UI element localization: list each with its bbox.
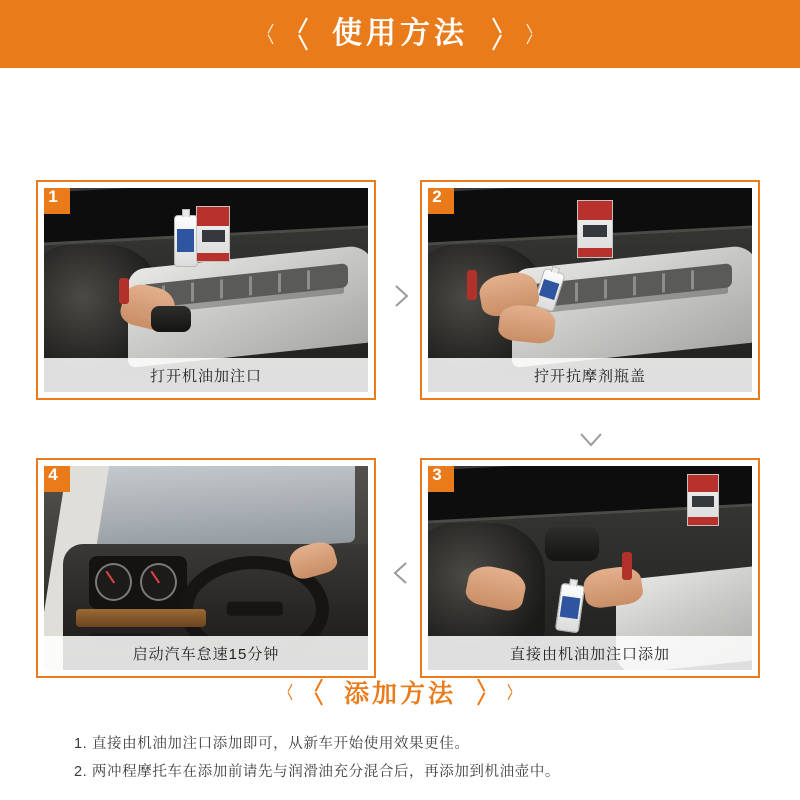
wrist-band bbox=[119, 278, 129, 304]
step-frame bbox=[420, 180, 760, 400]
product-bottle bbox=[554, 583, 584, 634]
step-caption: 拧开抗摩剂瓶盖 bbox=[428, 358, 752, 392]
engine-component bbox=[545, 527, 599, 561]
step-card-4 bbox=[36, 458, 376, 678]
chevron-right-icon bbox=[503, 684, 513, 700]
step-frame bbox=[420, 458, 760, 678]
step-card-3 bbox=[420, 458, 760, 678]
step-number-badge: 1 bbox=[44, 188, 70, 214]
wrist-band bbox=[622, 552, 632, 580]
list-item: 2. 两冲程摩托车在添加前请先与润滑油充分混合后，再添加到机油壶中。 bbox=[74, 764, 561, 780]
product-bottle bbox=[174, 215, 198, 267]
chevron-left-icon bbox=[287, 684, 297, 700]
step-number-badge: 2 bbox=[428, 188, 454, 214]
list-item: 1. 直接由机油加注口添加即可，从新车开始使用效果更佳。 bbox=[74, 736, 470, 752]
usage-notes-list bbox=[0, 730, 800, 786]
footer-title: 添加方法 bbox=[343, 680, 456, 708]
step-number-badge: 4 bbox=[44, 466, 70, 492]
step-caption: 启动汽车怠速15分钟 bbox=[44, 636, 368, 670]
step-number-badge: 3 bbox=[428, 466, 454, 492]
instrument-cluster bbox=[89, 556, 186, 609]
step-photo-pour-additive bbox=[428, 466, 752, 670]
tachometer-gauge bbox=[95, 563, 132, 601]
chevron-right-icon bbox=[470, 679, 486, 705]
footer-section bbox=[0, 674, 800, 800]
step-frame bbox=[36, 458, 376, 678]
step-card-2 bbox=[420, 180, 760, 400]
wrist-band bbox=[467, 270, 477, 300]
wood-trim bbox=[76, 609, 206, 627]
step-photo-car-interior bbox=[44, 466, 368, 670]
chevron-left-icon bbox=[267, 25, 278, 44]
oil-filler-cap bbox=[151, 306, 191, 332]
step-card-1 bbox=[36, 180, 376, 400]
product-box bbox=[196, 206, 230, 262]
product-box bbox=[577, 200, 613, 258]
step-caption: 打开机油加注口 bbox=[44, 358, 368, 392]
steps-grid bbox=[0, 68, 800, 663]
footer-heading bbox=[0, 674, 800, 710]
step-caption: 直接由机油加注口添加 bbox=[428, 636, 752, 670]
chevron-right-icon bbox=[484, 19, 502, 49]
arrow-step3-to-step4 bbox=[388, 560, 414, 586]
chevron-left-icon bbox=[298, 19, 316, 49]
arrow-step2-to-step3 bbox=[578, 426, 604, 452]
step-frame bbox=[36, 180, 376, 400]
step-photo-engine-open-cap bbox=[44, 188, 368, 392]
arrow-step1-to-step2 bbox=[388, 283, 414, 309]
page-header bbox=[0, 0, 800, 68]
product-box bbox=[687, 474, 719, 526]
step-photo-unscrew-cap bbox=[428, 188, 752, 392]
chevron-left-icon bbox=[314, 679, 330, 705]
chevron-right-icon bbox=[521, 25, 532, 44]
page-title: 使用方法 bbox=[332, 17, 468, 50]
header-inner bbox=[264, 19, 536, 49]
speedometer-gauge bbox=[140, 563, 177, 601]
